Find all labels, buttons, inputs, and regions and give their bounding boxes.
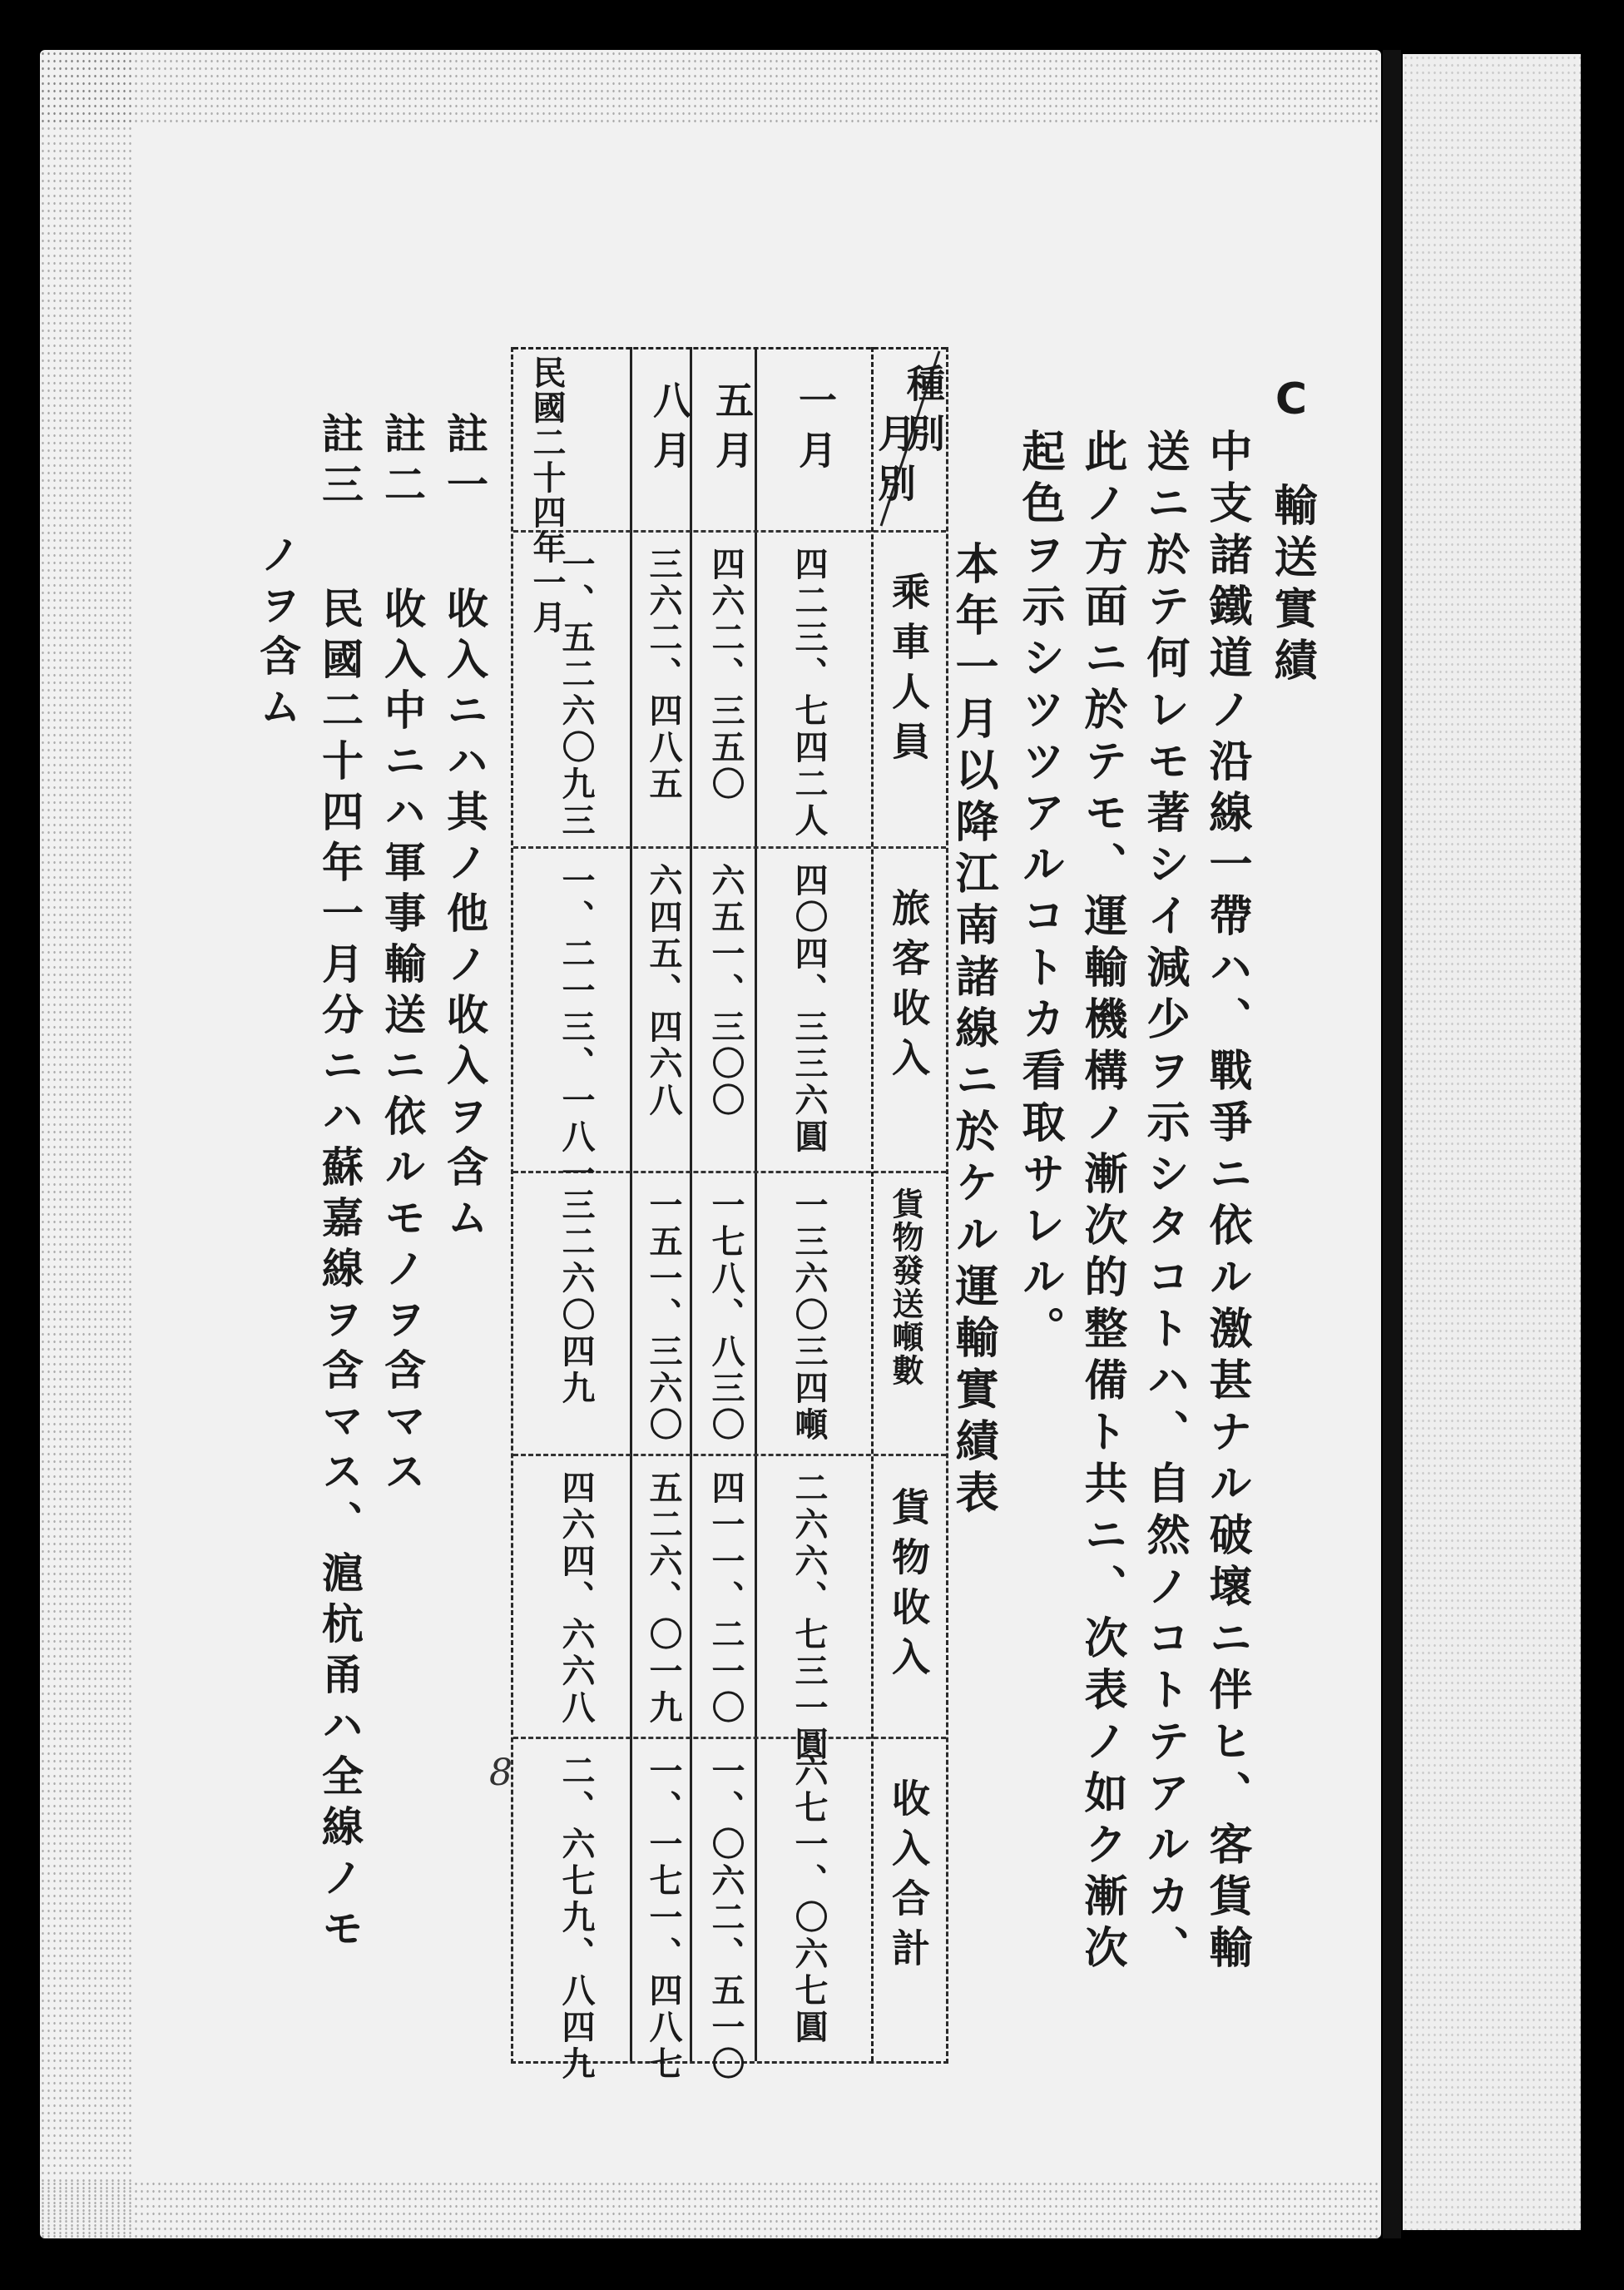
table-column-divider xyxy=(755,347,757,2061)
cell-jan-freight-revenue: 二六六、七三一圓 xyxy=(790,1470,829,1763)
table-column-divider xyxy=(871,347,874,2061)
note-3-label: 註三 xyxy=(315,412,364,513)
transport-results-table xyxy=(511,347,948,2083)
month-header-aug: 八月 xyxy=(647,380,692,480)
adjacent-page-strip xyxy=(1403,54,1581,2230)
paragraph-line: 中支諸鐵道ノ沿線一帶ハ、戰爭ニ依ル激甚ナル破壞ニ伴ヒ、客貨輸 xyxy=(1201,429,1252,1976)
corner-label-type: 種別 xyxy=(901,364,946,463)
handwritten-annotation: 8 xyxy=(489,1752,512,1794)
scan-noise-top xyxy=(40,50,1381,125)
header-passengers: 乘車人員 xyxy=(886,572,931,771)
cell-aug-passengers: 三六二、四八五 xyxy=(644,547,683,803)
month-header-jan: 一月 xyxy=(793,380,838,480)
note-2-label: 註二 xyxy=(378,412,427,513)
scan-noise-bottom xyxy=(40,2180,1381,2238)
cell-minguo-passenger-revenue: 一、二一三、一八一 xyxy=(557,863,596,1192)
note-1-label: 註一 xyxy=(440,412,489,513)
paragraph-line: 送ニ於テ何レモ著シイ減少ヲ示シタコトハ、自然ノコトテアルカ、 xyxy=(1139,429,1190,1976)
section-title: 輸送實績 xyxy=(1266,483,1317,689)
table-header-divider xyxy=(513,530,946,533)
cell-may-freight-revenue: 四一一、二一〇 xyxy=(706,1470,745,1727)
cell-jan-freight-tons: 一三六〇三四噸 xyxy=(790,1187,829,1444)
note-1-text: 收入ニハ其ノ他ノ收入ヲ含ム xyxy=(440,587,489,1247)
cell-may-total: 一、〇六二、五一〇 xyxy=(706,1753,745,2083)
cell-may-passengers: 四六二、三五〇 xyxy=(706,547,745,803)
cell-may-passenger-revenue: 六五一、三〇〇 xyxy=(706,863,745,1119)
cell-aug-freight-tons: 一五一、三六〇 xyxy=(644,1187,683,1444)
document-page xyxy=(40,50,1381,2238)
cell-aug-freight-revenue: 五二六、〇一九 xyxy=(644,1470,683,1727)
scan-noise-left xyxy=(40,50,131,2238)
cell-minguo-passengers: 一、五二六〇九三 xyxy=(557,547,596,840)
table-caption: 本年一月以降江南諸線ニ於ケル運輸實績表 xyxy=(948,541,998,1521)
corner-label-month: 月別 xyxy=(872,414,917,513)
table-row-divider xyxy=(513,1454,946,1456)
cell-minguo-freight-revenue: 四六四、六六八 xyxy=(557,1470,596,1727)
note-2-text: 收入中ニハ軍事輸送ニ依ルモノヲ含マス xyxy=(378,587,427,1500)
table-column-divider xyxy=(690,347,692,2061)
table-row-divider xyxy=(513,1737,946,1739)
header-passenger-revenue: 旅客收入 xyxy=(886,888,931,1088)
header-total-revenue: 收入合計 xyxy=(886,1778,931,1978)
cell-aug-passenger-revenue: 六四五、四六八 xyxy=(644,863,683,1119)
paragraph-line: 此ノ方面ニ於テモ、運輸機構ノ漸次的整備ト共ニ、次表ノ如ク漸次 xyxy=(1077,429,1127,1976)
paragraph-line: 起色ヲ示シツツアルコトカ看取サレル。 xyxy=(1014,429,1065,1357)
cell-minguo-freight-tons: 三二六〇四九 xyxy=(557,1187,596,1407)
cell-aug-total: 一、一七一、四八七 xyxy=(644,1753,683,2083)
note-3-continuation: ノヲ含ム xyxy=(253,533,302,736)
month-header-minguo-24-jan: 民國二十四年一月 xyxy=(527,355,567,635)
note-3-text: 民國二十四年一月分ニハ蘇嘉線ヲ含マス、滬杭甬ハ全線ノモ xyxy=(315,587,364,1957)
table-row-divider xyxy=(513,846,946,849)
section-mark: C xyxy=(1266,374,1316,433)
cell-jan-passengers: 四二三、七四二人 xyxy=(790,547,829,840)
cell-jan-total: 六七一、〇六七圓 xyxy=(790,1753,829,2046)
scan-noise-strip xyxy=(1403,54,1581,2230)
table-column-divider xyxy=(630,347,632,2061)
cell-minguo-total: 二、六七九、八四九 xyxy=(557,1753,596,2083)
month-header-may: 五月 xyxy=(710,380,755,480)
header-freight-tonnage: 貨物發送噸數 xyxy=(887,1187,924,1387)
cell-may-freight-tons: 一七八、八三〇 xyxy=(706,1187,745,1444)
header-freight-revenue: 貨物收入 xyxy=(886,1487,931,1687)
cell-jan-passenger-revenue: 四〇四、三三六圓 xyxy=(790,863,829,1156)
page-edge-shadow xyxy=(1383,50,1401,2238)
